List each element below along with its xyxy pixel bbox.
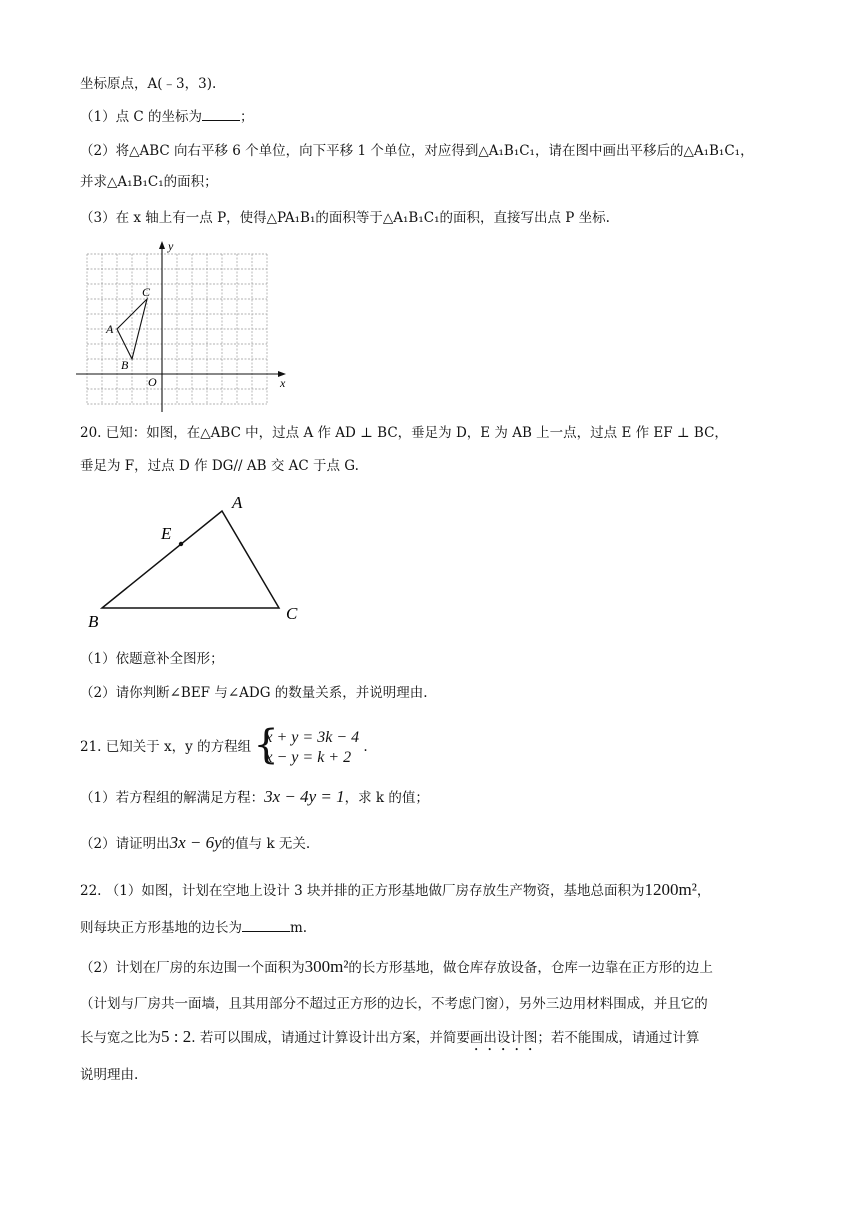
q22-line1-end: ， [696, 883, 711, 899]
q19-part2: （2）将△ABC 向右平移 6 个单位，向下平移 1 个单位，对应得到△A₁B₁C₁，请在图中画出平移后的△A₁B₁C₁， [80, 143, 754, 159]
q19-part2b: 并求△A₁B₁C₁的面积； [80, 174, 218, 190]
q22-line5a: 长与宽之比为 [80, 1030, 161, 1046]
q21-part2-end: 的值与 k 无关. [221, 836, 311, 852]
q19-part1 [80, 106, 254, 126]
q19-part1-end: ； [240, 109, 254, 125]
q21-tail: . [363, 739, 368, 755]
q20-part2: （2）请你判断∠BEF 与∠ADG 的数量关系，并说明理由. [80, 685, 428, 701]
q22-ratio: 5 : 2 [161, 1027, 192, 1046]
y-axis-label: y [168, 239, 174, 253]
q21-part1-end: ，求 k 的值； [344, 790, 429, 806]
q20-label-c: C [286, 604, 298, 623]
q22-line2-text: 则每块正方形基地的边长为 [80, 920, 242, 936]
point-b-label: B [121, 358, 129, 372]
q20-part1: （1）依题意补全图形； [80, 651, 224, 667]
q21-eq1: x + y = 3k − 4 [265, 728, 360, 746]
q21-part2 [80, 834, 310, 853]
x-axis-label: x [280, 376, 286, 390]
q22-line3a: （2）计划在厂房的东边围一个面积为 [80, 960, 305, 976]
q21-eq2: x − y = k + 2 [265, 748, 352, 766]
q19-part1-text: （1）点 C 的坐标为 [80, 109, 203, 125]
point-c-label: C [142, 285, 151, 299]
q21-stem [80, 721, 368, 768]
q21-part1-text: （1）若方程组的解满足方程： [80, 790, 265, 806]
q22-line5c: ；若不能围成，请通过计算 [537, 1030, 700, 1046]
q22-line5 [80, 1028, 699, 1054]
q21-lead: 21. 已知关于 x，y 的方程组 [80, 739, 252, 755]
q22-line1-text: 22. （1）如图，计划在空地上设计 3 块并排的正方形基地做厂房存放生产物资，基地总面积为 [80, 883, 645, 899]
q22-line2-end: m. [290, 920, 308, 936]
q22-line4: （计划与厂房共一面墙，且其用部分不超过正方形的边长，不考虑门窗），另外三边用材料围成，并且它的 [80, 996, 708, 1012]
q20-line1: 20. 已知：如图，在△ABC 中，过点 A 作 AD ⊥ BC，垂足为 D，E 为 AB 上一点，过点 E 作 EF ⊥ BC， [80, 425, 728, 441]
q20-label-e: E [161, 524, 172, 543]
point-a-label: A [106, 322, 114, 336]
q21-part1-equation: 3x − 4y = 1 [264, 787, 345, 806]
q22-line3 [80, 958, 713, 977]
q21-equation-system: { x + y = 3k − 4 x − y = k + 2 [253, 721, 360, 768]
q22-emphasis: 画出设计图 [469, 1030, 538, 1046]
q22-area1: 1200m² [644, 880, 697, 899]
q19-part3: （3）在 x 轴上有一点 P，使得△PA₁B₁的面积等于△A₁B₁C₁的面积，直接写出点 P 坐标. [80, 210, 610, 226]
q21-part1 [80, 788, 429, 807]
q22-line3b: 的长方形基地，做仓库存放设备，仓库一边靠在正方形的边上 [348, 960, 713, 976]
q22-area2: 300m² [304, 957, 349, 976]
q21-part2-text: （2）请证明出 [80, 836, 170, 852]
origin-label: O [148, 375, 157, 389]
q21-part2-expr: 3x − 6y [169, 833, 222, 852]
q20-line2: 垂足为 F，过点 D 作 DG// AB 交 AC 于点 G. [80, 458, 359, 474]
q20-triangle-figure [84, 486, 314, 634]
q22-line5b: . 若可以围成，请通过计算设计出方案，并简要 [191, 1030, 470, 1046]
q19-coordinate-grid [76, 236, 296, 412]
q22-line2 [80, 917, 307, 937]
point-e-dot [179, 542, 183, 546]
q19-answer-blank[interactable] [202, 106, 240, 121]
q20-label-a: A [232, 493, 243, 512]
q22-line6: 说明理由. [80, 1067, 139, 1083]
q22-line1 [80, 881, 710, 900]
q20-label-b: B [88, 612, 99, 631]
q19-intro: 坐标原点，A(﹣3，3). [80, 76, 217, 92]
q22-answer-blank[interactable] [242, 917, 290, 932]
